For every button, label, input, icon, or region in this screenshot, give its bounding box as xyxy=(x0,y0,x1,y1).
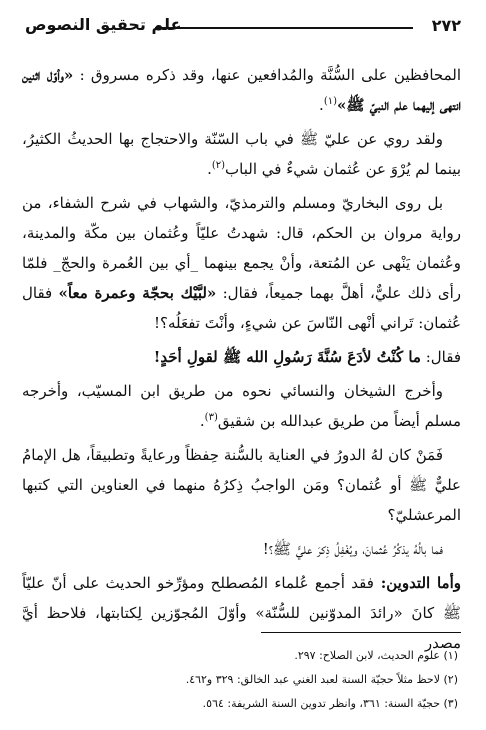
text-run: بل روى البخاريّ ومسلم والترمذيّ، والشهاب في شرح الشفاء، من رواية مروان بن الحكم، قال: شهدتُ عليّاً وعُثمان بين مكّة والمدينة، وعُثمان يَنْهى عن المُتعة، وأنْ يجمع بينهما _أي بين العُمرة والحجّ_ فلمّا رأى ذلك عليٌّ، أهلَّ بهما جميعاً، فقال: xyxy=(22,194,461,302)
running-title: علم تحقيق النصوص xyxy=(25,15,182,34)
bold-quote: وأما التدوين: xyxy=(373,574,461,592)
paragraph-p2 xyxy=(22,124,461,184)
text-run: فقال عُثمان: تَراني أنْهى النّاسَ عن شيءٍ، وأنْتَ تفعَلُه؟! xyxy=(22,284,461,332)
footnote-3: (٣) حجيّة السنة: ٣٦١، وانظر تدوين السنة الشريفة: ٥٦٤. xyxy=(202,697,458,710)
footnote-1: (١) علوم الحديث، لابن الصلاح: ٢٩٧. xyxy=(294,649,458,662)
text-run: . xyxy=(207,160,212,178)
bold-quote: «وأوّل اثنين انتهى إليهما علم النبيّ ﷺ» xyxy=(22,66,461,114)
text-run: . xyxy=(199,412,205,430)
footnotes xyxy=(25,644,458,716)
main-text xyxy=(22,60,461,662)
text-run: المحافظين على السُّنَّة والمُدافعين عنها، وقد ذكره مسروق : xyxy=(73,66,461,84)
paragraph-p1 xyxy=(22,60,461,120)
header-rule xyxy=(155,27,413,29)
bold-quote: ما كُنْتُ لأدَعَ سُنَّةَ رَسُولِ الله ﷺ لقولِ أحَدٍ! xyxy=(153,348,421,366)
paragraph-p5 xyxy=(22,376,461,436)
text-run: فقد أجمع عُلماء المُصطلح ومؤرِّخو الحديث على أنّ عليّاً ﷺ كانَ «رائدَ المدوّنين للسُّنّة» وأوّلَ المُجوّزين لِكتابتها، فلاحظ أيَّ مصدر xyxy=(22,574,461,652)
text-run: ولقد روي عن عليّ ﷺ في باب السّنّة والاحتجاج بها الحديثُ الكثيرُ، بينما لم يُرْوَ عن عُثمان شيءٌ في الباب xyxy=(22,130,461,178)
text-run: . xyxy=(319,96,324,114)
footnote-ref[interactable]: (٢) xyxy=(211,160,226,171)
footnote-2: (٢) لاحظ مثلاً حجيّة السنة لعبد الغني عبد الخالق: ٣٢٩ و٤٦٢. xyxy=(185,673,458,686)
text-run: وأخرج الشيخان والنسائي نحوه من طريق ابن المسيّب، وأخرجه مسلم أيضاً من طريق عبدالله بن شقيق xyxy=(22,382,461,430)
text-run: فقال: xyxy=(420,348,461,366)
footnote-ref[interactable]: (١) xyxy=(323,96,337,107)
paragraph-p7 xyxy=(22,534,461,564)
paragraph-p3 xyxy=(22,188,461,338)
bold-quote: «لبَّيْك بحجّة وعمرة معاً» xyxy=(58,284,217,302)
footnote-separator xyxy=(261,632,461,633)
page-number: ٢٧٢ xyxy=(431,16,461,35)
page-header xyxy=(25,14,461,40)
text-run: فما بالُهُ يذكُرُ عُثمانَ، ويُغْفِلُ ذِكرَ عليٍّ ﷺ؟! xyxy=(262,540,443,558)
paragraph-p4 xyxy=(22,342,461,372)
paragraph-p6 xyxy=(22,440,461,530)
text-run: فَمَنْ كان لهُ الدورُ في العناية بالسُّنة حِفظاً ورعايةً وتطبيقاً، هل الإمامُ عليٌّ ﷺ أو عُثمان؟ ومَن الواجبُ ذِكرُهُ منهما في العناوين التي كتبها المرعشليّ؟ xyxy=(22,446,461,524)
footnote-ref[interactable]: (٣) xyxy=(204,412,218,423)
